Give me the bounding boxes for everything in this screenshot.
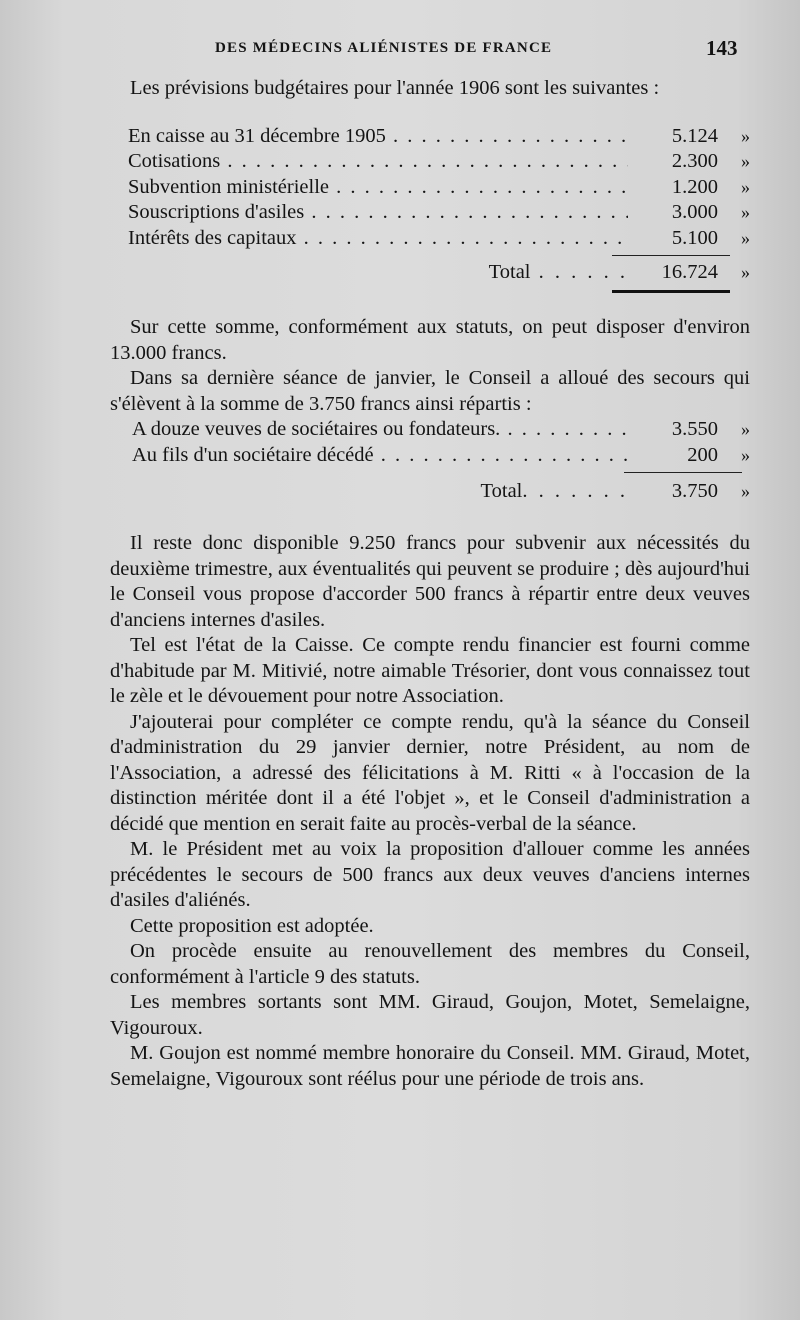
budget-row-currency: » xyxy=(741,176,750,197)
budget-row-label: Subvention ministérielle xyxy=(128,175,329,198)
paragraph-proposition: M. le Président met au voix la proposition d'allouer comme les années précédentes le secours de 500 francs aux deux veuves d'anciens internes d'asiles d'aliénés. xyxy=(110,838,750,911)
secours-row-amount: 200 xyxy=(687,443,718,466)
secours-total-currency: » xyxy=(741,481,750,501)
budget-row-amount: 1.200 xyxy=(671,175,718,198)
secours-row xyxy=(110,417,750,443)
budget-row-amount: 2.300 xyxy=(671,150,718,172)
budget-sum-rule xyxy=(612,255,730,256)
paragraph-seance: Dans sa dernière séance de janvier, le Conseil a alloué des secours qui s'élèvent à la somme de 3.750 francs ainsi répartis : xyxy=(110,367,750,415)
budget-row-label: Souscriptions d'asiles xyxy=(128,201,305,223)
page-header xyxy=(0,36,800,66)
secours-row-label: Au fils d'un sociétaire décédé xyxy=(132,443,374,466)
paragraph-sortants: Les membres sortants sont MM. Giraud, Goujon, Motet, Semelaigne, Vigouroux. xyxy=(110,991,750,1039)
secours-total-amount: 3.750 xyxy=(671,480,718,502)
budget-row-amount: 5.124 xyxy=(671,124,718,147)
budget-row-currency: » xyxy=(741,202,750,222)
budget-row-label: Intérêts des capitaux xyxy=(128,226,297,249)
secours-row-currency: » xyxy=(741,419,750,439)
secours-table xyxy=(110,417,750,509)
secours-row-currency: » xyxy=(741,444,750,465)
budget-row-amount: 3.000 xyxy=(671,201,718,223)
budget-row-amount: 5.100 xyxy=(671,226,718,249)
paragraph-ajouterai: J'ajouterai pour compléter ce compte rendu, qu'à la séance du Conseil d'administration du 29 janvier dernier, notre Président, au nom de l'Association, a adressé des félicitations à M. Ritti « à l'occasion de la distinction méritée dont il a été l'objet », et le Conseil d'administration a décidé que mention en serait faite au procès-verbal de la séance. xyxy=(110,710,750,835)
budget-row-label: Cotisations xyxy=(128,150,221,172)
secours-total-label: Total xyxy=(480,480,523,502)
paragraph-disponible: Il reste donc disponible 9.250 francs pour subvenir aux nécessités du deuxième trimestre, aux éventualités qui peuvent se produire ; dès aujourd'hui le Conseil vous propose d'accorder 500 francs à répartir entre deux veuves d'anciens internes d'asiles. xyxy=(110,532,750,631)
secours-row-amount: 3.550 xyxy=(671,418,718,440)
budget-table xyxy=(110,124,750,294)
budget-row-currency: » xyxy=(741,227,750,248)
page-number: 143 xyxy=(706,36,738,60)
budget-row-label: En caisse au 31 décembre 1905 xyxy=(128,124,386,147)
budget-intro: Les prévisions budgétaires pour l'année 1906 sont les suivantes : xyxy=(130,77,660,99)
paragraph-reelus: M. Goujon est nommé membre honoraire du Conseil. MM. Giraud, Motet, Semelaigne, Vigouroux sont réélus pour une période de trois ans. xyxy=(110,1042,750,1090)
budget-row xyxy=(110,124,750,150)
budget-total-row: Total . . . . . . 16.724 » xyxy=(110,260,750,290)
paragraph-renouvellement: On procède ensuite au renouvellement des membres du Conseil, conformément à l'article 9 des statuts. xyxy=(110,940,750,988)
paragraph-somme: Sur cette somme, conformément aux statuts, on peut disposer d'environ 13.000 francs. xyxy=(110,316,750,364)
paragraph-adoptee: Cette proposition est adoptée. xyxy=(130,914,374,937)
budget-total-currency: » xyxy=(741,262,750,282)
secours-total-row: Total. . . . . . . 3.750 » xyxy=(110,479,750,509)
budget-row xyxy=(110,149,750,175)
budget-total-amount: 16.724 xyxy=(661,261,718,283)
secours-sum-rule xyxy=(624,472,742,473)
budget-row xyxy=(110,226,750,252)
page-body xyxy=(110,76,750,1092)
budget-row xyxy=(110,175,750,201)
budget-row xyxy=(110,200,750,226)
budget-row-currency: » xyxy=(741,125,750,146)
budget-total-label: Total xyxy=(488,261,531,283)
budget-row-currency: » xyxy=(741,151,750,171)
secours-row xyxy=(110,443,750,469)
paragraph-caisse: Tel est l'état de la Caisse. Ce compte rendu financier est fourni comme d'habitude par M. Mitivié, notre aimable Trésorier, dont vous connaissez tout le zèle et le dévouement pour notre Association. xyxy=(110,634,750,707)
secours-row-label: A douze veuves de sociétaires ou fondateurs. xyxy=(132,418,501,440)
running-title: DES MÉDECINS ALIÉNISTES DE FRANCE xyxy=(215,40,553,56)
